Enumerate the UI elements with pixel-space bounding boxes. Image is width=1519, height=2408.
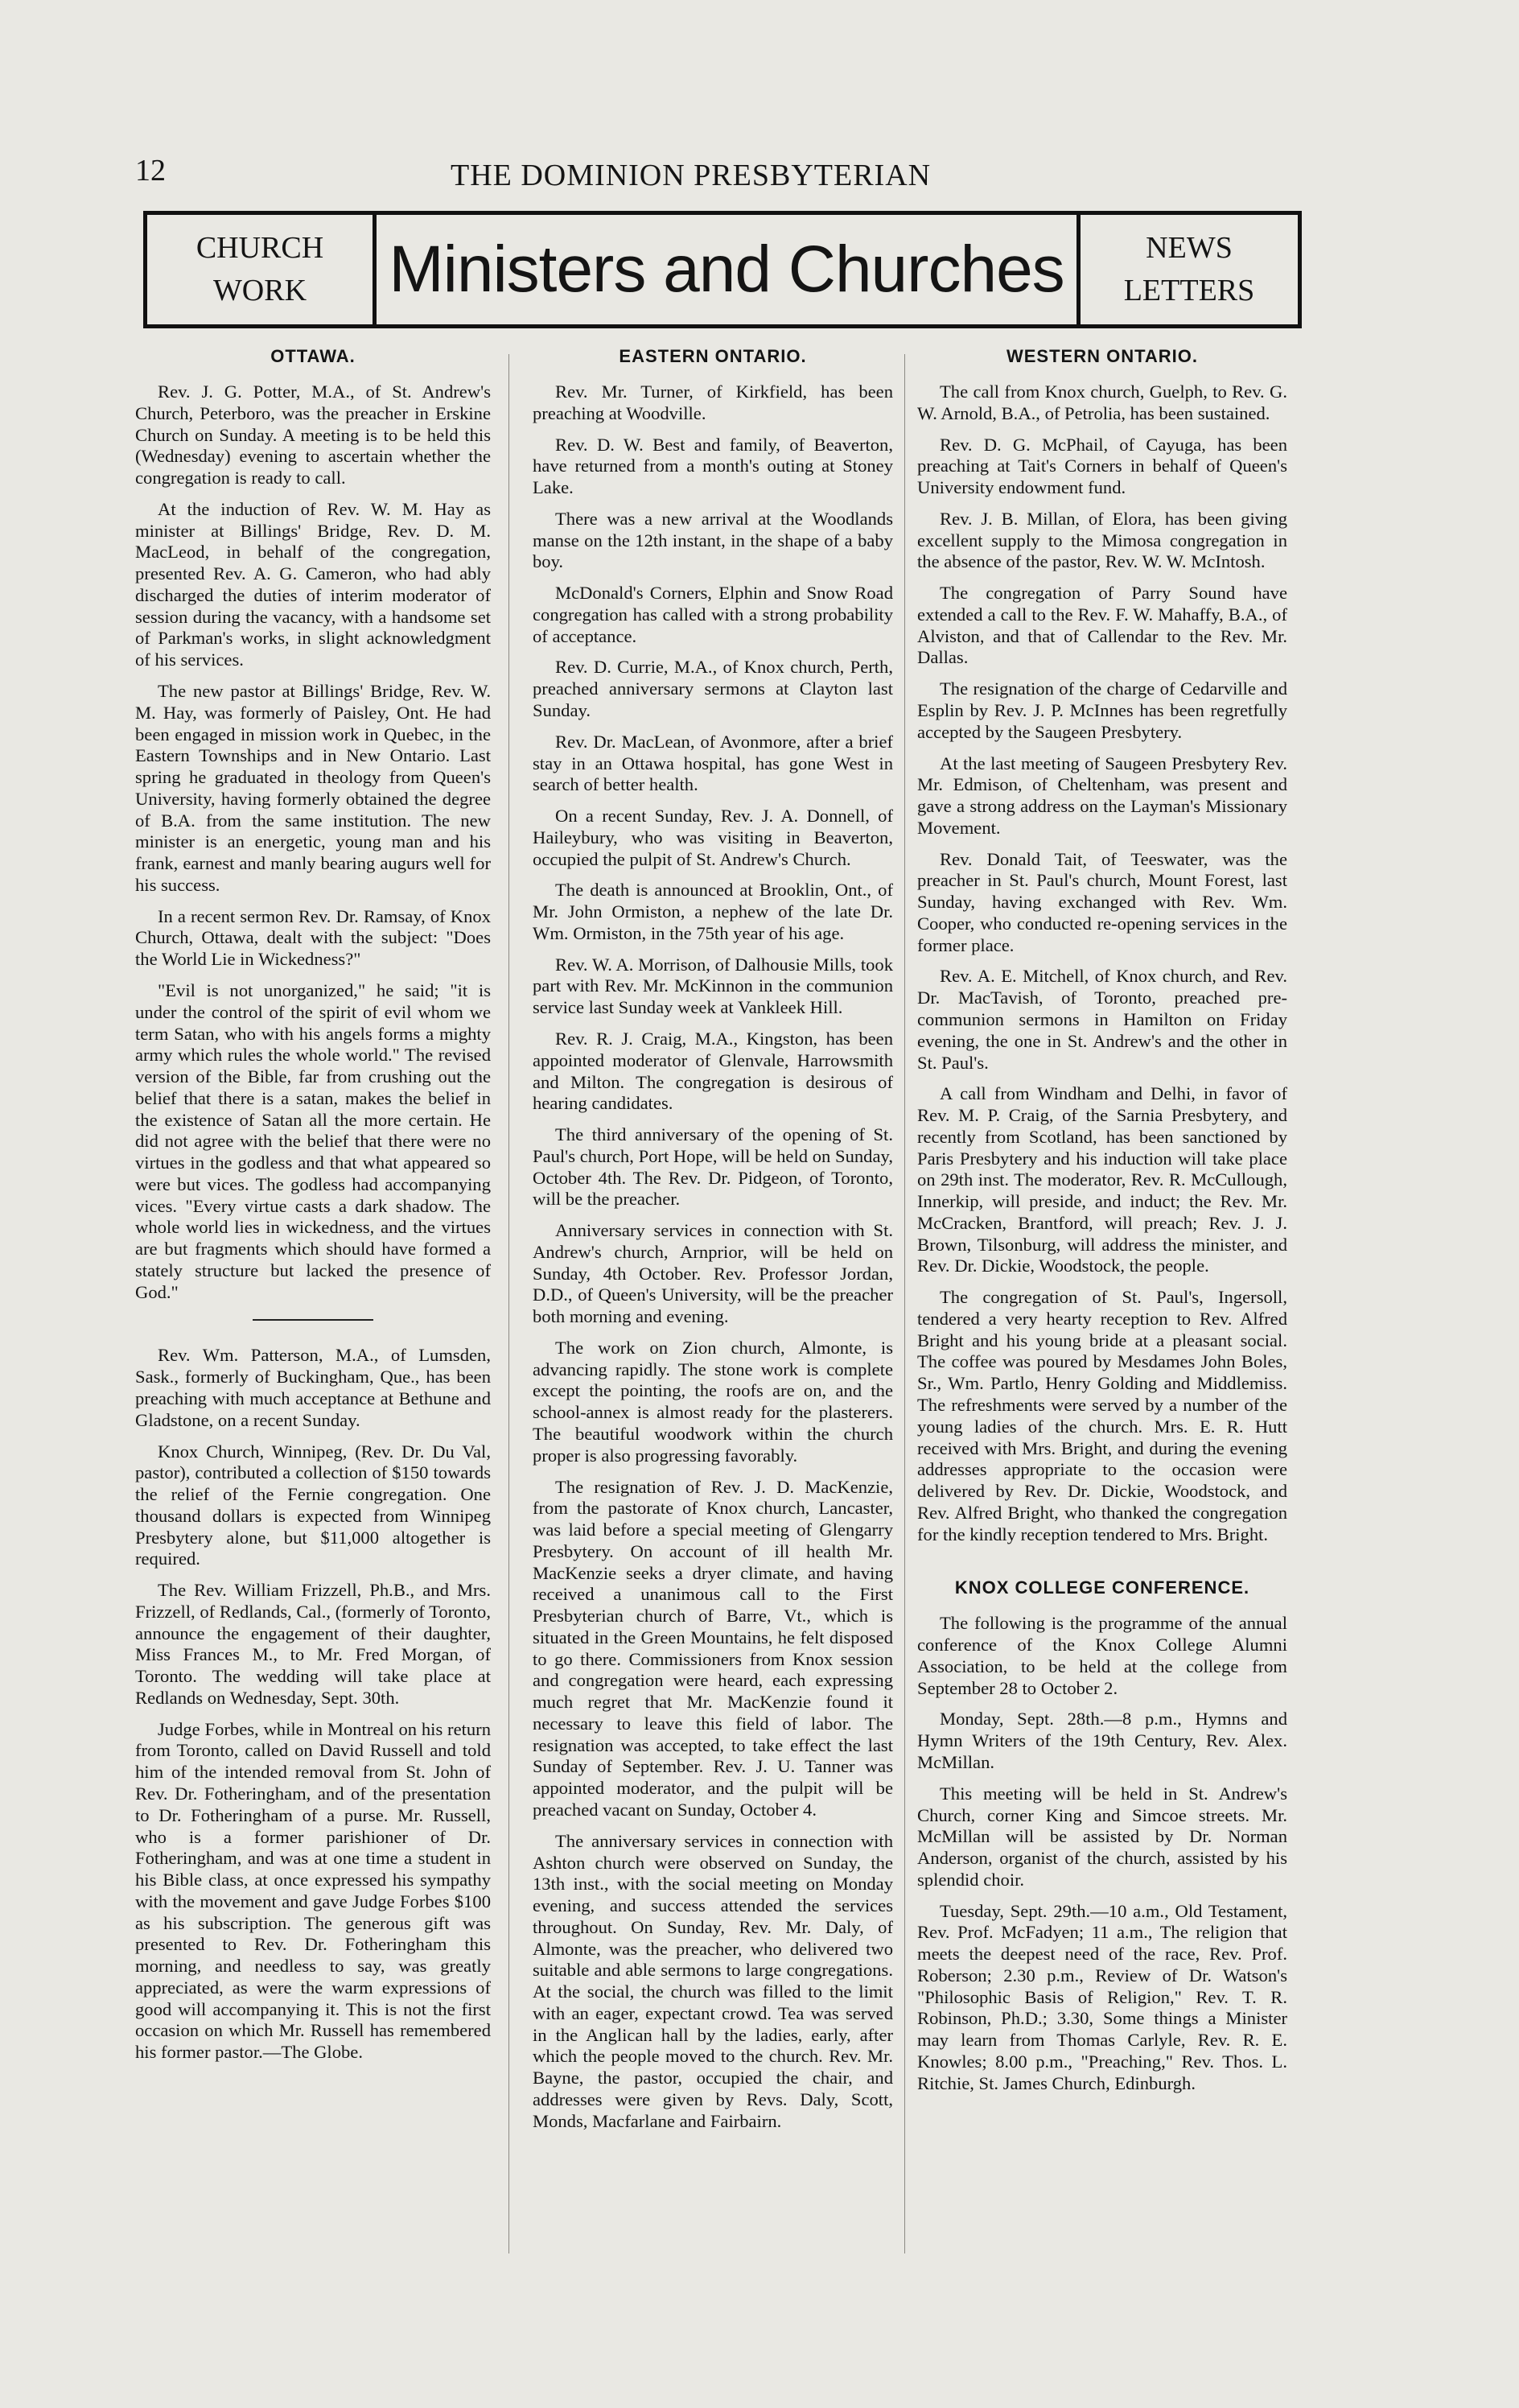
news-item: Anniversary services in connection with St. Andrew's church, Arnprior, will be held on Sunday, 4th October. Rev. Professor Jordan, D.D., of Queen's University, will be the preacher both morning and evening. xyxy=(533,1220,893,1327)
news-item: The Rev. William Frizzell, Ph.B., and Mrs. Frizzell, of Redlands, Cal., (formerly of Toronto, announce the engagement of their daughter, Miss Frances M., to Mr. Fred Morgan, of Toronto. The wedding will take place at Redlands on Wednesday, Sept. 30th. xyxy=(135,1580,491,1708)
news-item: The anniversary services in connection with Ashton church were observed on Sunday, the 13th inst., with the social meeting on Monday evening, and success attended the services throughout. On Sunday, Rev. Mr. Daly, of Almonte, was the preacher, who delivered two suitable and able sermons to large congregations. At the social, the church was filled to the limit with an eager, expectant crowd. Tea was served in the Anglican hall by the ladies, early, after which the people moved to the church. Rev. Mr. Bayne, the pastor, occupied the chair, and addresses were given by Revs. Daly, Scott, Monds, Macfarlane and Fairbairn. xyxy=(533,1830,893,2131)
news-item: Rev. A. E. Mitchell, of Knox church, and Rev. Dr. MacTavish, of Toronto, preached pre-communion sermons in Hamilton on Friday evening, the one in St. Andrew's and the other in St. Paul's. xyxy=(917,966,1287,1073)
banner-left-line2: WORK xyxy=(212,274,307,307)
news-item: Judge Forbes, while in Montreal on his return from Toronto, called on David Russell and told him of the intended removal from St. John of Rev. Dr. Fotheringham, and of the presentation to Dr. Fotheringham of a purse. Mr. Russell, who is a former parishioner of Dr. Fotheringham, and was at one time a student in his Bible class, at once expressed his sympathy with the movement and gave Judge Forbes $100 as his subscription. The generous gift was presented to Rev. Dr. Fotheringham this morning, and needless to say, was greatly appreciated, as were the warm expressions of good will accompanying it. This is not the first occasion on which Mr. Russell has remembered his former pastor.—The Globe. xyxy=(135,1718,491,2063)
running-head: THE DOMINION PRESBYTERIAN xyxy=(451,159,932,192)
column-ottawa xyxy=(135,346,491,2073)
news-item: Rev. D. G. McPhail, of Cayuga, has been preaching at Tait's Corners in behalf of Queen's University endowment fund. xyxy=(917,434,1287,498)
column-heading: OTTAWA. xyxy=(270,346,356,366)
page-number: 12 xyxy=(135,154,166,188)
news-item: Rev. D. W. Best and family, of Beaverton, have returned from a month's outing at Stoney Lake. xyxy=(533,434,893,498)
news-item: A call from Windham and Delhi, in favor of Rev. M. P. Craig, of the Sarnia Presbytery, and recently from Scotland, has been sanctioned by Paris Presbytery and his induction will take place on 29th inst. The moderator, Rev. R. McCullough, Innerkip, will preside, and induct; the Rev. Mr. McCracken, Brantford, will preach; Rev. J. J. Brown, Tilsonburg, will address the minister, and Rev. Dr. Dickie, Woodstock, the people. xyxy=(917,1083,1287,1276)
banner-left-box xyxy=(147,215,377,324)
news-item: Rev. J. G. Potter, M.A., of St. Andrew's Church, Peterboro, was the preacher in Erskine Church on Sunday. A meeting is to be held this (Wednesday) evening to ascertain whether the congregation is ready to call. xyxy=(135,381,491,489)
column-divider xyxy=(904,354,905,2253)
news-item: Knox Church, Winnipeg, (Rev. Dr. Du Val, pastor), contributed a collection of $150 towards the relief of the Fernie congregation. One thousand dollars is expected from Winnipeg Presbytery alone, but $11,000 altogether is required. xyxy=(135,1441,491,1569)
section-banner xyxy=(143,211,1302,328)
column-eastern-ontario xyxy=(533,346,893,2142)
subsection-heading: KNOX COLLEGE CONFERENCE. xyxy=(954,1577,1250,1598)
news-item: The following is the programme of the annual conference of the Knox College Alumni Association, to be held at the college from September 28 to October 2. xyxy=(917,1613,1287,1698)
banner-right-box xyxy=(1076,215,1298,324)
news-item: At the induction of Rev. W. M. Hay as minister at Billings' Bridge, Rev. D. M. MacLeod, in behalf of the congregation, presented Rev. A. G. Cameron, who had ably discharged the duties of interim moderator of session during the vacancy, with a handsome set of Parkman's works, in slight acknowledgment of his services. xyxy=(135,498,491,670)
news-item: Rev. Mr. Turner, of Kirkfield, has been preaching at Woodville. xyxy=(533,381,893,423)
news-item: The call from Knox church, Guelph, to Rev. G. W. Arnold, B.A., of Petrolia, has been sustained. xyxy=(917,381,1287,423)
news-item: The resignation of the charge of Cedarville and Esplin by Rev. J. P. McInnes has been regretfully accepted by the Saugeen Presbytery. xyxy=(917,678,1287,742)
news-item: The new pastor at Billings' Bridge, Rev. W. M. Hay, was formerly of Paisley, Ont. He had been engaged in mission work in Quebec, in the Eastern Townships and in New Ontario. Last spring he graduated in theology from Queen's University, having formerly obtained the degree of B.A. from the same institution. The new minister is an energetic, young man and his frank, earnest and manly bearing augurs well for his success. xyxy=(135,681,491,895)
news-item: The resignation of Rev. J. D. MacKenzie, from the pastorate of Knox church, Lancaster, was laid before a special meeting of Glengarry Presbytery. On account of ill health Mr. MacKenzie seeks a dryer climate, and having received a unanimous call to the First Presbyterian church of Barre, Vt., which is situated in the Green Mountains, he felt disposed to go there. Commissioners from Knox session and congregation were heard, each expressing much regret that Mr. MacKenzie found it necessary to leave this field of labor. The resignation was accepted, to take effect the last Sunday of September. Rev. J. U. Tanner was appointed moderator, and the pulpit will be preached vacant on Sunday, October 4. xyxy=(533,1476,893,1820)
news-item: Rev. Donald Tait, of Teeswater, was the preacher in St. Paul's church, Mount Forest, last Sunday, having exchanged with Rev. Wm. Cooper, who conducted re-opening services in the former place. xyxy=(917,848,1287,955)
column-western-ontario xyxy=(917,346,1287,2104)
news-item: McDonald's Corners, Elphin and Snow Road congregation has called with a strong probability of acceptance. xyxy=(533,583,893,646)
news-item: There was a new arrival at the Woodlands manse on the 12th instant, in the shape of a baby boy. xyxy=(533,508,893,572)
news-item: The congregation of Parry Sound have extended a call to the Rev. F. W. Mahaffy, B.A., of Alviston, and that of Callendar to the Rev. Mr. Dallas. xyxy=(917,583,1287,668)
news-item: In a recent sermon Rev. Dr. Ramsay, of Knox Church, Ottawa, dealt with the subject: "Does the World Lie in Wickedness?" xyxy=(135,905,491,970)
news-item: The work on Zion church, Almonte, is advancing rapidly. The stone work is complete except the pointing, the roofs are on, and the school-annex is almost ready for the plasterers. The beautiful woodwork within the church proper is also progressing favorably. xyxy=(533,1337,893,1466)
news-item: Rev. Dr. MacLean, of Avonmore, after a brief stay in an Ottawa hospital, has gone West in search of better health. xyxy=(533,731,893,795)
news-item: Rev. D. Currie, M.A., of Knox church, Perth, preached anniversary sermons at Clayton last Sunday. xyxy=(533,657,893,721)
news-item: This meeting will be held in St. Andrew's Church, corner King and Simcoe streets. Mr. McMillan will be assisted by Dr. Norman Anderson, organist of the church, assisted by his splendid choir. xyxy=(917,1783,1287,1890)
news-item: The congregation of St. Paul's, Ingersoll, tendered a very hearty reception to Rev. Alfred Bright and his young bride at a pleasant social. The coffee was poured by Mesdames John Boles, Sr., Wm. Partlo, Henry Golding and Middlemiss. The refreshments were served by a number of the young ladies of the church. Mrs. E. R. Hutt received with Mrs. Bright, and during the evening addresses appropriate to the occasion were delivered by Rev. Dr. Dickie, Woodstock, and Rev. Alfred Bright, who thanked the congregation for the kindly reception tendered to Mrs. Bright. xyxy=(917,1287,1287,1544)
column-heading: WESTERN ONTARIO. xyxy=(1006,346,1199,366)
news-item: "Evil is not unorganized," he said; "it is under the control of the spirit of evil whom we term Satan, who with his angels forms a mighty army which rules the whole world." The revised version of the Bible, far from crushing out the belief that there is a satan, makes the belief in the existence of Satan all the more certain. He did not agree with the belief that there were no virtues in the godless and that what appeared so were but vices. The godless had accompanying vices. "Every virtue casts a dark shadow. The whole world lies in wickedness, and the virtues are but fragments which should have formed a stately structure but lacked the presence of God." xyxy=(135,979,491,1302)
banner-right-line1: NEWS xyxy=(1146,230,1233,265)
news-item: On a recent Sunday, Rev. J. A. Donnell, of Haileybury, who was visiting in Beaverton, occupied the pulpit of St. Andrew's Church. xyxy=(533,806,893,869)
news-item: Rev. Wm. Patterson, M.A., of Lumsden, Sask., formerly of Buckingham, Que., has been preaching with much acceptance at Bethune and Gladstone, on a recent Sunday. xyxy=(135,1345,491,1430)
news-item: Rev. J. B. Millan, of Elora, has been giving excellent supply to the Mimosa congregation in the absence of the pastor, Rev. W. W. McIntosh. xyxy=(917,508,1287,572)
news-item: Monday, Sept. 28th.—8 p.m., Hymns and Hymn Writers of the 19th Century, Rev. Alex. McMillan. xyxy=(917,1709,1287,1772)
news-item: Rev. W. A. Morrison, of Dalhousie Mills, took part with Rev. Mr. McKinnon in the communion service last Sunday week at Vankleek Hill. xyxy=(533,954,893,1018)
news-item: At the last meeting of Saugeen Presbytery Rev. Mr. Edmison, of Cheltenham, was present and gave a strong address on the Layman's Missionary Movement. xyxy=(917,752,1287,838)
column-divider xyxy=(508,354,509,2253)
banner-right-line2: LETTERS xyxy=(1123,274,1255,307)
news-item: The third anniversary of the opening of St. Paul's church, Port Hope, will be held on Sunday, October 4th. The Rev. Dr. Pidgeon, of Toronto, will be the preacher. xyxy=(533,1124,893,1210)
banner-left-line1: CHURCH xyxy=(196,230,324,265)
section-rule xyxy=(253,1319,373,1321)
column-heading: EASTERN ONTARIO. xyxy=(619,346,807,366)
news-item: Rev. R. J. Craig, M.A., Kingston, has been appointed moderator of Glenvale, Harrowsmith and Milton. The congregation is desirous of hearing candidates. xyxy=(533,1028,893,1114)
news-item: Tuesday, Sept. 29th.—10 a.m., Old Testament, Rev. Prof. McFadyen; 11 a.m., The religion that meets the deepest need of the race, Rev. Prof. Roberson; 2.30 p.m., Review of Dr. Watson's "Philosophic Basis of Religion," Rev. T. R. Robinson, Ph.D.; 3.30, Some things a Minister may learn from Thomas Carlyle, Rev. R. E. Knowles; 8.00 p.m., "Preaching," Rev. Thos. L. Ritchie, St. James Church, Edinburgh. xyxy=(917,1900,1287,2093)
news-item: The death is announced at Brooklin, Ont., of Mr. John Ormiston, a nephew of the late Dr. Wm. Ormiston, in the 75th year of his age. xyxy=(533,880,893,943)
section-title: Ministers and Churches xyxy=(389,233,1064,306)
